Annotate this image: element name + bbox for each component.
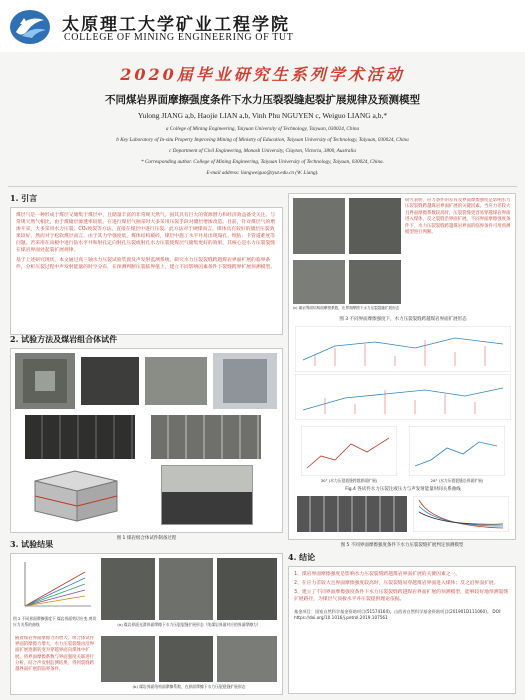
- fig2-caption: 图 2 不同界面摩擦强度下 煤岩界面剪切应变-剪切应力关系的曲线: [13, 616, 97, 627]
- fig5-caption: 图 5 不同界面摩擦强度条件下水力压裂裂缝扩展判定预测模型: [340, 543, 464, 548]
- photo-caption-b: (b) 煤岩界面结构面摩擦系数，在界面摩擦下水力压裂裂缝扩展形态: [132, 684, 246, 689]
- fig4-chart-bottom: [295, 374, 511, 420]
- institute-name-cn: 太原理工大学矿业工程学院: [62, 15, 290, 35]
- fig4-caption: Fig.4 各试件水力压裂注液压力与声发射能量时间关系曲线: [345, 487, 461, 492]
- header: [0, 0, 525, 52]
- university-logo-icon: [8, 8, 54, 46]
- coal-block-photo: [81, 357, 139, 405]
- affiliation-b: b Key Laboratory of In-situ Property Improving Mining of Ministry of Education, Taiyuan University of Technology, Taiyuan, 030024, China: [116, 137, 409, 143]
- affiliation-a: a College of Mining Engineering, Taiyuan University of Technology, Taiyuan, 030024, China: [165, 126, 360, 132]
- rock-samples-photo: [151, 415, 261, 459]
- test-equipment-photo: [15, 353, 75, 409]
- fig4-chart-top: [295, 326, 511, 372]
- fracture-photo-7: [293, 198, 345, 254]
- fracture-photo-1: [101, 558, 155, 620]
- right-results-box: [288, 193, 516, 540]
- intro-text: 煤层气是一种形成于煤层又储集于煤层中，且储量丰富的非常规天然气。国其具有巨大的资源潜力和经济效益备受关注。与常规天然气相比，由于煤储层渗透率较低，在进行煤层气抽采时大多采用压裂手段对储层增渗改造。目前，针对煤层气的增渗开采，大多采用水力压裂、CO₂致裂等方法，直接在煤层中进行压裂。此方法对于硬煤而言，煤体具有较好的储层压裂效果较好，然而对于松软煤层而言，由于其力学强度低，煤体结构破碎，煤层中施工水平井易出现塌孔、埋钻、卡管道难度等问题。若采用在顶板中进行钻水平井和射孔定向射孔压裂或射孔水力压裂使煤层气储集更好的效果，其核心是水力压裂裂缝在煤岩界面处起裂扩展规律。: [16, 213, 276, 253]
- paper-authors: Yulong JIANG a,b, Haojie LIAN a,b, Vinh Phu NGUYEN c, Weiguo LIANG a,b,*: [137, 111, 388, 120]
- fracture-photo-5: [159, 636, 213, 682]
- intro-box: [10, 207, 283, 335]
- fig4-chart-small-left: [301, 426, 397, 476]
- conclusion-item-1: 1、煤岩界面摩擦强度是影响水力压裂裂缝跨越煤岩界面扩展的关键因素之一。: [294, 572, 461, 577]
- funding-footer: 基金项目：国家自然科学基金资助项目(51574164)，山西省自然科学基金资助项目(201901D111060)。 DOI: https://doi.org/10.1016/j.petrol.2019.107561: [294, 609, 502, 620]
- rock-block-photo: [145, 357, 207, 405]
- fracture-photo-2: [159, 558, 213, 620]
- corresponding-author: * Corresponding author. College of Mining Engineering, Taiyuan University of Technology, Taiyuan, 030024, China.: [141, 159, 384, 165]
- conclusions-box: [288, 566, 516, 694]
- photo-caption-a: (a) 煤岩界面光滑界面摩擦下水力压裂裂缝扩展形态（纯煤岩界面对应的界面摩擦力）: [117, 622, 261, 627]
- activity-title: 2020届毕业研究生系列学术活动: [120, 65, 405, 84]
- intro-heading: 1. 引言: [10, 193, 38, 203]
- fig3-sub-caption: (c) 煤岩界面结构面摩擦系数，在界面摩擦下水力压裂裂缝扩展形态: [292, 306, 400, 310]
- methods-heading: 2. 试验方法及煤岩组合体试件: [10, 334, 118, 344]
- fracture-photo-10: [349, 260, 401, 304]
- assembled-specimen-photo: [213, 353, 277, 409]
- results-heading: 3. 试验结果: [10, 539, 54, 549]
- fig3-caption: 图 3 不同界面摩擦强度下，水力压裂裂缝跨越煤岩界面扩展形态: [339, 317, 467, 322]
- small-chart-label-left: 30° (水力压裂裂缝跨越界面扩展): [320, 478, 378, 483]
- fig1-caption: 图 1 煤岩组合体试件制备过程: [116, 536, 177, 541]
- intro-text-2: 基于上述研究现状，本文通过真三轴水力压裂试验装置及声发射监测系统，研究水力压裂裂缝跨越煤岩界面扩展的临界条件，分析压裂过程中声发射能量的时空分布，在预测判断压裂临界值上，建立不同影响因素条件下裂缝跨界扩展预测模型。: [16, 258, 276, 270]
- fig2-shear-chart: [15, 558, 95, 614]
- fig4-chart-small-right: [409, 426, 505, 476]
- conclusion-item-3: 3、建立了不同界面摩擦强度条件下水力压裂裂缝跨越煤岩界面扩展的预测模型，能够较好地预测裂缝扩展路径，为煤层气顶板水平井压裂提供理论依据。: [294, 590, 509, 602]
- coal-samples-photo: [25, 415, 135, 459]
- fracture-photo-6: [217, 636, 277, 682]
- fig5-prediction-chart: [413, 496, 509, 532]
- header-divider: [8, 186, 517, 187]
- small-chart-label-right: 28° (水力压裂裂缝沿界面扩展): [430, 478, 484, 483]
- results-text: 随着煤岩界面摩擦力的增大，组合体试件界面的摩擦力增大，水力压裂裂缝由沿界面扩展逐渐转变为穿越界面向煤体中扩展。将界面摩擦系数与界面强度关联进行分析，结合声发射监测结果，得到裂缝跨越界面扩展的临界条件。: [15, 636, 95, 673]
- fracture-photo-3: [217, 558, 277, 620]
- paper-title: 不同煤岩界面摩擦强度条件下水力压裂裂缝起裂扩展规律及预测模型: [105, 94, 420, 106]
- fracture-photo-9: [293, 260, 345, 304]
- fracture-photo-4: [101, 636, 155, 682]
- right-text: 研究表明，应力条件的差异及界面摩擦强度是影响水力压裂裂缝跨越煤岩界面扩展的关键因素。当应力差较大且界面摩擦系数较高时，压裂裂缝更容易穿越煤岩界面进入煤体，反之裂缝沿界面扩展。不同界面摩擦强度条件下，水力压裂裂缝跨越煤岩界面的临界条件可用预测模型进行判断。: [405, 198, 511, 236]
- specimen-photo: [161, 465, 253, 525]
- affiliation-c: c Department of Civil Engineering, Monash University, Clayton, Victoria, 3800, Australia: [169, 148, 356, 154]
- results-box: [10, 553, 283, 695]
- conclusion-item-2: 2、在应力差较大且界面摩擦强度较高时，压裂裂缝易穿越煤岩界面进入煤体；反之沿界面扩展。: [294, 581, 499, 586]
- institute-name-en: COLLEGE OF MINING ENGINEERING OF TUT: [64, 32, 294, 43]
- prediction-model-photos: [297, 496, 407, 532]
- specimen-diagram: [25, 463, 145, 525]
- conclusions-heading: 4. 结论: [288, 552, 316, 562]
- methods-box: [10, 348, 283, 533]
- email: E-mail address: liangweiguo@tyut.edu.cn (W. Liang).: [206, 170, 319, 176]
- fracture-photo-8: [349, 198, 401, 254]
